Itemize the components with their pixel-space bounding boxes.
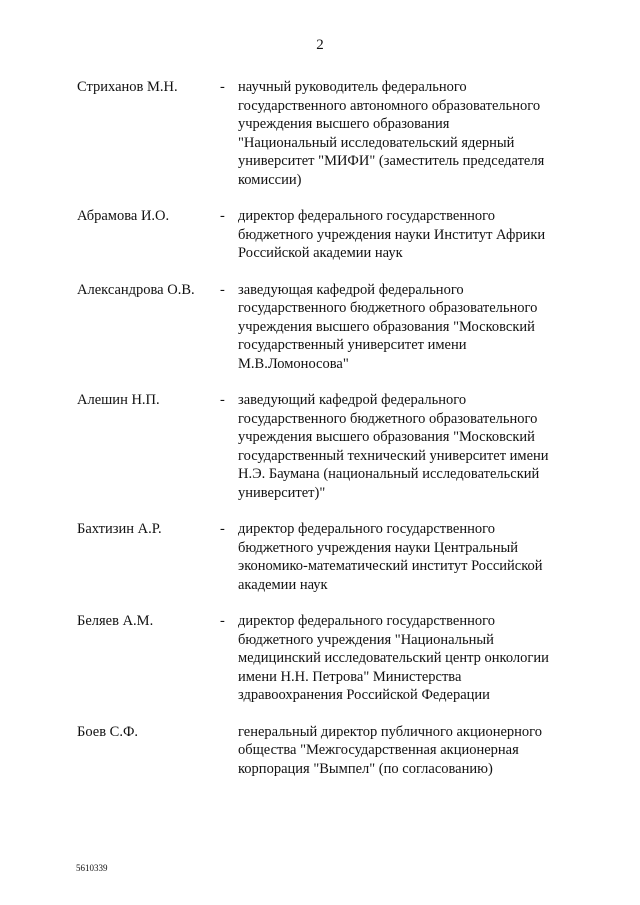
member-entry: [77, 612, 577, 705]
member-name: Алешин Н.П.: [77, 392, 160, 408]
commission-member-list: [77, 78, 577, 796]
member-position: директор федерального государственного бюджетного учреждения "Национальный медицинский исследовательский центр онкологии имени Н.Н. Петрова" Министерства здравоохранения Российской Федерации: [238, 613, 549, 703]
page-number: 2: [316, 37, 324, 53]
member-entry: [77, 281, 577, 374]
member-position: директор федерального государственного бюджетного учреждения науки Институт Африки Российской академии наук: [238, 208, 546, 261]
member-entry: [77, 723, 577, 779]
member-position: научный руководитель федерального государственного автономного образовательного учреждения высшего образования "Национальный исследовательский ядерный университет "МИФИ" (заместитель председателя комиссии): [238, 79, 545, 188]
member-position: заведующая кафедрой федерального государственного бюджетного образовательного учреждения высшего образования "Московский государственный университет имени М.В.Ломоносова": [238, 281, 538, 372]
member-entry: [77, 391, 577, 502]
member-name: Александрова О.В.: [77, 281, 195, 298]
entry-dash: -: [220, 79, 225, 95]
member-name: Абрамова И.О.: [77, 208, 170, 224]
member-name: Стриханов М.Н.: [77, 79, 178, 95]
entry-dash: -: [220, 281, 225, 298]
member-name: Беляев А.М.: [77, 613, 154, 629]
member-position: директор федерального государственного бюджетного учреждения науки Центральный экономико-математический институт Российской академии наук: [238, 521, 543, 593]
member-entry: [77, 207, 577, 263]
entry-dash: -: [220, 521, 225, 537]
entry-dash: -: [220, 613, 225, 629]
member-name: Боев С.Ф.: [77, 723, 139, 740]
entry-dash: -: [220, 392, 225, 408]
member-name: Бахтизин А.Р.: [77, 521, 162, 537]
member-entry: [77, 520, 577, 594]
member-entry: [77, 78, 577, 189]
member-position: генеральный директор публичного акционерного общества "Межгосударственная акционерная корпорация "Вымпел" (по согласованию): [238, 723, 543, 777]
member-position: заведующий кафедрой федерального государственного бюджетного образовательного учреждения высшего образования "Московский государственный технический университет имени Н.Э. Баумана (национальный исследовательский университет)": [238, 392, 549, 501]
document-code: 5610339: [76, 863, 108, 873]
entry-dash: -: [220, 208, 225, 224]
